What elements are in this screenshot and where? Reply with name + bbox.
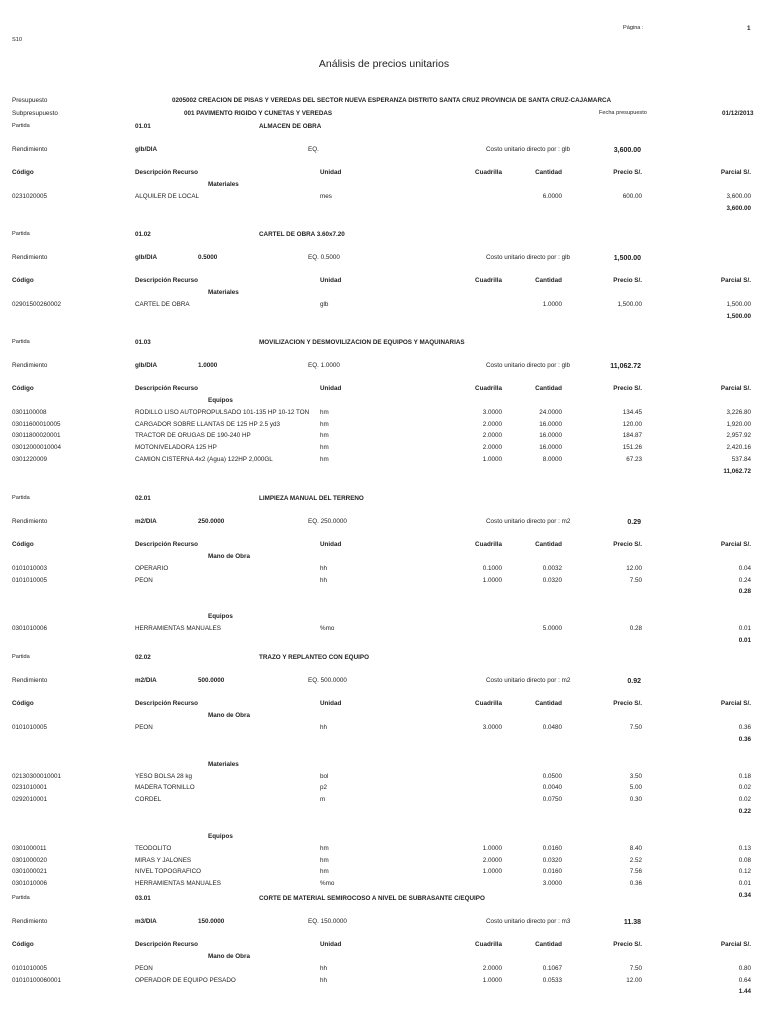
row-precio: 134.45 [622, 409, 642, 416]
row-unit: hm [320, 856, 329, 864]
col-precio: Precio S/. [613, 385, 642, 392]
row-desc: MADERA TORNILLO [135, 784, 195, 792]
col-cuadrilla: Cuadrilla [475, 277, 502, 284]
row-desc: CORDEL [135, 796, 162, 804]
costo-label: Costo unitario directo por : m2 [486, 518, 571, 525]
partida-label: Partida [12, 654, 30, 660]
row-parcial: 0.02 [738, 796, 751, 804]
rendimiento-unit: m2/DIA [135, 518, 157, 525]
rendimiento-value: 250.0000 [198, 518, 225, 525]
row-code: 0101010005 [12, 965, 48, 972]
group-title: Mano de Obra [208, 712, 250, 719]
group-title: Mano de Obra [208, 553, 250, 560]
row-cantidad: 16.0000 [539, 432, 562, 440]
group-subtotal: 0.34 [738, 891, 751, 899]
row-precio: 8.40 [629, 844, 642, 852]
row-code: 02130300010001 [12, 772, 62, 780]
row-unit: m [320, 796, 326, 804]
row-precio: 151.26 [622, 444, 642, 452]
col-cantidad: Cantidad [535, 277, 562, 284]
fecha-value: 01/12/2013 [722, 110, 754, 117]
eq-value: EQ. 1.0000 [308, 362, 340, 369]
row-parcial: 1,500.00 [726, 301, 751, 308]
row-desc: CAMION CISTERNA 4x2 (Agua) 122HP 2,000GL [135, 455, 273, 463]
col-cuadrilla: Cuadrilla [475, 385, 502, 392]
row-cantidad: 24.0000 [539, 409, 562, 416]
row-precio: 2.52 [629, 856, 642, 864]
rendimiento-value: 1.0000 [198, 362, 218, 369]
row-cuadrilla: 2.0000 [482, 856, 502, 864]
col-codigo: Código [12, 541, 34, 548]
row-code: 02901500260002 [12, 301, 62, 308]
row-code: 03011600010005 [12, 420, 61, 428]
col-cuadrilla: Cuadrilla [475, 941, 502, 948]
row-precio: 7.50 [629, 576, 642, 584]
partida-code: 02.01 [135, 495, 151, 502]
row-parcial: 0.01 [738, 625, 751, 633]
row-parcial: 0.80 [738, 965, 751, 972]
row-cuadrilla: 3.0000 [482, 724, 502, 731]
col-descripcion: Descripción Recurso [135, 541, 198, 548]
row-desc: PEON [135, 965, 153, 972]
partida-code: 01.02 [135, 231, 151, 238]
row-parcial: 0.04 [738, 565, 751, 572]
rendimiento-label: Rendimiento [12, 254, 48, 261]
row-cuadrilla: 1.0000 [482, 868, 502, 876]
row-desc: MIRAS Y JALONES [135, 856, 192, 864]
partida-name: CORTE DE MATERIAL SEMIROCOSO A NIVEL DE SUBRASANTE C/EQUIPO [259, 895, 485, 902]
group-subtotal: 1,500.00 [726, 312, 751, 320]
row-precio: 0.30 [629, 796, 642, 804]
rendimiento-label: Rendimiento [12, 146, 48, 153]
col-cantidad: Cantidad [535, 541, 562, 548]
row-precio: 600.00 [622, 193, 642, 200]
row-cantidad: 0.0533 [542, 976, 562, 984]
row-desc: ALQUILER DE LOCAL [135, 193, 200, 200]
row-parcial: 1,920.00 [726, 420, 751, 428]
col-precio: Precio S/. [613, 941, 642, 948]
row-unit: p2 [320, 784, 328, 792]
partida-name: ALMACEN DE OBRA [259, 123, 322, 130]
col-precio: Precio S/. [613, 541, 642, 548]
row-cantidad: 0.0750 [542, 796, 562, 804]
eq-value: EQ. 150.0000 [308, 918, 347, 925]
row-cuadrilla: 0.1000 [482, 565, 502, 572]
partida-label: Partida [12, 231, 30, 237]
col-cantidad: Cantidad [535, 941, 562, 948]
col-precio: Precio S/. [613, 169, 642, 176]
group-title: Materiales [208, 289, 239, 296]
rendimiento-value: 500.0000 [198, 677, 225, 684]
group-subtotal: 0.28 [738, 588, 751, 596]
row-precio: 120.00 [622, 420, 642, 428]
row-precio: 3.50 [629, 772, 642, 780]
row-parcial: 0.36 [738, 724, 751, 731]
row-parcial: 0.13 [738, 844, 751, 852]
col-precio: Precio S/. [613, 700, 642, 707]
rendimiento-unit: glb/DIA [135, 254, 158, 261]
row-unit: hm [320, 420, 329, 428]
group-title: Materiales [208, 181, 239, 188]
col-codigo: Código [12, 169, 34, 176]
costo-value: 11.38 [623, 919, 641, 926]
row-parcial: 0.12 [738, 868, 751, 876]
row-precio: 7.50 [629, 724, 642, 731]
eq-value: EQ. 250.0000 [308, 518, 347, 525]
col-unidad: Unidad [320, 385, 342, 392]
group-subtotal: 0.01 [738, 637, 751, 645]
row-parcial: 0.18 [738, 772, 751, 780]
group-title: Materiales [208, 760, 239, 768]
row-code: 0292010001 [12, 796, 48, 804]
row-cantidad: 0.0032 [542, 565, 562, 572]
col-parcial: Parcial S/. [720, 169, 751, 176]
row-unit: hh [320, 576, 328, 584]
page-number: 1 [747, 25, 751, 32]
row-precio: 0.28 [629, 625, 642, 633]
row-precio: 7.56 [629, 868, 642, 876]
row-code: 0301000011 [12, 844, 47, 852]
row-code: 01010100060001 [12, 976, 62, 984]
row-cuadrilla: 1.0000 [482, 844, 502, 852]
rendimiento-unit: glb/DIA [135, 146, 158, 153]
row-code: 0101010005 [12, 724, 48, 731]
row-desc: YESO BOLSA 28 kg [135, 772, 193, 780]
row-cantidad: 0.0480 [542, 724, 562, 731]
page-label: Página : [623, 25, 644, 31]
row-code: 0101010005 [12, 576, 48, 584]
row-cuadrilla: 2.0000 [482, 432, 502, 440]
row-unit: hm [320, 444, 329, 452]
col-descripcion: Descripción Recurso [135, 169, 198, 176]
row-unit: hm [320, 868, 329, 876]
row-precio: 7.50 [629, 965, 642, 972]
col-parcial: Parcial S/. [720, 541, 751, 548]
row-parcial: 2,420.16 [726, 444, 751, 452]
row-cantidad: 5.0000 [542, 625, 562, 633]
rendimiento-unit: m2/DIA [135, 677, 157, 684]
row-parcial: 2,957.92 [726, 432, 751, 440]
group-subtotal: 3,600.00 [726, 204, 751, 212]
rendimiento-label: Rendimiento [12, 518, 48, 525]
rendimiento-unit: glb/DIA [135, 362, 158, 369]
col-unidad: Unidad [320, 700, 342, 707]
col-precio: Precio S/. [613, 277, 642, 284]
row-code: 0301100008 [12, 409, 47, 416]
costo-label: Costo unitario directo por : glb [486, 254, 571, 261]
row-precio: 184.87 [622, 432, 642, 440]
row-parcial: 537.84 [731, 455, 751, 463]
row-parcial: 0.64 [738, 976, 751, 984]
row-cantidad: 0.1067 [542, 965, 562, 972]
col-cantidad: Cantidad [535, 169, 562, 176]
row-code: 0301220009 [12, 455, 48, 463]
row-parcial: 3,226.80 [726, 409, 751, 416]
group-subtotal: 0.22 [738, 807, 751, 815]
partida-name: MOVILIZACION Y DESMOVILIZACION DE EQUIPOS Y MAQUINARIAS [259, 339, 465, 346]
col-codigo: Código [12, 385, 34, 392]
partida-code: 01.01 [135, 123, 151, 130]
col-unidad: Unidad [320, 169, 342, 176]
row-cuadrilla: 1.0000 [482, 976, 502, 984]
row-code: 0231010001 [12, 784, 48, 792]
partida-label: Partida [12, 495, 30, 501]
row-code: 0231020005 [12, 193, 48, 200]
rendimiento-value: 150.0000 [198, 918, 225, 925]
row-unit: mes [320, 193, 332, 200]
row-precio: 12.00 [626, 976, 642, 984]
presupuesto-label: Presupuesto [12, 97, 48, 104]
group-title: Mano de Obra [208, 953, 250, 960]
row-cantidad: 0.0160 [542, 844, 562, 852]
presupuesto-value: 0205002 CREACION DE PISAS Y VEREDAS DEL SECTOR NUEVA ESPERANZA DISTRITO SANTA CRUZ PROVINCIA DE SANTA CRUZ-CAJAMARCA [172, 97, 612, 104]
row-desc: TRACTOR DE ORUGAS DE 190-240 HP [135, 432, 251, 440]
col-cuadrilla: Cuadrilla [475, 169, 502, 176]
rendimiento-label: Rendimiento [12, 918, 48, 925]
col-descripcion: Descripción Recurso [135, 385, 198, 392]
col-descripcion: Descripción Recurso [135, 700, 198, 707]
row-desc: CARTEL DE OBRA [135, 301, 190, 308]
col-codigo: Código [12, 700, 34, 707]
row-unit: hh [320, 976, 328, 984]
partida-name: TRAZO Y REPLANTEO CON EQUIPO [259, 654, 369, 661]
rendimiento-value: 0.5000 [198, 254, 218, 261]
group-subtotal: 11,062.72 [723, 467, 751, 475]
row-code: 0301000021 [12, 868, 48, 876]
row-code: 0301010006 [12, 879, 48, 887]
row-unit: hh [320, 965, 328, 972]
row-cuadrilla: 1.0000 [482, 576, 502, 584]
row-code: 03011800020001 [12, 432, 61, 440]
col-parcial: Parcial S/. [720, 277, 751, 284]
row-cantidad: 0.0320 [542, 856, 562, 864]
group-title: Equipos [208, 832, 233, 840]
row-code: 0301000020 [12, 856, 48, 864]
subpresupuesto-value: 001 PAVIMENTO RIGIDO Y CUNETAS Y VEREDAS [184, 110, 333, 117]
row-cantidad: 16.0000 [539, 444, 562, 452]
eq-value: EQ. 500.0000 [308, 677, 347, 684]
row-precio: 0.36 [629, 879, 642, 887]
row-unit: %mo [320, 879, 335, 887]
row-unit: hm [320, 455, 329, 463]
row-cantidad: 0.0320 [542, 576, 562, 584]
row-cuadrilla: 2.0000 [482, 444, 502, 452]
group-title: Equipos [208, 613, 233, 621]
row-cantidad: 0.0160 [542, 868, 562, 876]
costo-value: 3,600.00 [613, 147, 641, 154]
row-parcial: 0.24 [738, 576, 751, 584]
col-codigo: Código [12, 941, 34, 948]
fecha-label: Fecha presupuesto [599, 110, 647, 116]
row-unit: hh [320, 565, 328, 572]
row-unit: hm [320, 409, 329, 416]
rendimiento-label: Rendimiento [12, 677, 48, 684]
row-cuadrilla: 1.0000 [482, 455, 502, 463]
row-desc: HERRAMIENTAS MANUALES [135, 625, 221, 633]
eq-value: EQ. [308, 146, 319, 153]
row-desc: PEON [135, 724, 153, 731]
row-precio: 12.00 [626, 565, 642, 572]
row-parcial: 0.08 [738, 856, 751, 864]
row-cantidad: 16.0000 [539, 420, 562, 428]
row-unit: glb [320, 301, 329, 308]
col-cuadrilla: Cuadrilla [475, 700, 502, 707]
col-parcial: Parcial S/. [720, 941, 751, 948]
costo-value: 11,062.72 [610, 363, 641, 370]
col-parcial: Parcial S/. [720, 385, 751, 392]
row-precio: 5.00 [629, 784, 642, 792]
row-cantidad: 1.0000 [542, 301, 562, 308]
row-cuadrilla: 3.0000 [482, 409, 502, 416]
partida-code: 02.02 [135, 654, 151, 661]
costo-label: Costo unitario directo por : m2 [486, 677, 571, 684]
partida-label: Partida [12, 339, 30, 345]
row-desc: RODILLO LISO AUTOPROPULSADO 101-135 HP 10-12 TON [135, 409, 310, 416]
costo-value: 1,500.00 [613, 255, 641, 262]
col-descripcion: Descripción Recurso [135, 277, 198, 284]
row-desc: CARGADOR SOBRE LLANTAS DE 125 HP 2.5 yd3 [135, 420, 281, 428]
row-desc: NIVEL TOPOGRAFICO [135, 868, 202, 876]
page-title: Análisis de precios unitarios [318, 58, 450, 70]
col-codigo: Código [12, 277, 34, 284]
row-code: 03012000010004 [12, 444, 62, 452]
group-title: Equipos [208, 397, 233, 404]
row-cuadrilla: 2.0000 [482, 420, 502, 428]
row-desc: PEON [135, 576, 153, 584]
row-unit: hm [320, 432, 329, 440]
row-parcial: 0.02 [738, 784, 751, 792]
partida-label: Partida [12, 123, 30, 129]
row-desc: MOTONIVELADORA 125 HP [135, 444, 217, 452]
col-cantidad: Cantidad [535, 700, 562, 707]
row-unit: hh [320, 724, 328, 731]
group-subtotal: 0.36 [738, 735, 751, 743]
row-desc: OPERARIO [135, 565, 169, 572]
row-cuadrilla: 2.0000 [482, 965, 502, 972]
col-cuadrilla: Cuadrilla [475, 541, 502, 548]
row-unit: %mo [320, 625, 335, 633]
costo-label: Costo unitario directo por : glb [486, 362, 571, 369]
col-descripcion: Descripción Recurso [135, 941, 198, 948]
rendimiento-unit: m3/DIA [135, 918, 157, 925]
partida-code: 01.03 [135, 339, 151, 346]
partida-name: LIMPIEZA MANUAL DEL TERRENO [259, 495, 364, 502]
costo-value: 0.29 [627, 519, 641, 526]
row-desc: OPERADOR DE EQUIPO PESADO [135, 976, 236, 984]
eq-value: EQ. 0.5000 [308, 254, 340, 261]
subpresupuesto-label: Subpresupuesto [12, 110, 58, 117]
row-desc: HERRAMIENTAS MANUALES [135, 879, 221, 887]
row-cantidad: 0.0500 [542, 772, 562, 780]
costo-label: Costo unitario directo por : m3 [486, 918, 571, 925]
row-cantidad: 8.0000 [542, 455, 562, 463]
row-cantidad: 3.0000 [542, 879, 562, 887]
rendimiento-label: Rendimiento [12, 362, 48, 369]
partida-name: CARTEL DE OBRA 3.60x7.20 [259, 231, 345, 238]
row-code: 0301010006 [12, 625, 48, 633]
costo-value: 0.92 [627, 678, 641, 685]
col-unidad: Unidad [320, 541, 342, 548]
col-parcial: Parcial S/. [720, 700, 751, 707]
row-desc: TEODOLITO [135, 844, 172, 852]
col-cantidad: Cantidad [535, 385, 562, 392]
col-unidad: Unidad [320, 941, 342, 948]
row-precio: 67.23 [626, 455, 642, 463]
row-cantidad: 6.0000 [542, 193, 562, 200]
partida-code: 03.01 [135, 895, 151, 902]
row-cantidad: 0.0040 [542, 784, 562, 792]
row-precio: 1,500.00 [617, 301, 642, 308]
col-unidad: Unidad [320, 277, 342, 284]
costo-label: Costo unitario directo por : glb [486, 146, 571, 153]
row-unit: hm [320, 844, 329, 852]
row-parcial: 3,600.00 [726, 193, 751, 200]
row-unit: bol [320, 772, 329, 780]
row-code: 0101010003 [12, 565, 48, 572]
group-subtotal: 1.44 [738, 988, 751, 996]
row-parcial: 0.01 [738, 879, 751, 887]
partida-label: Partida [12, 895, 30, 901]
report-code: S10 [12, 37, 22, 43]
